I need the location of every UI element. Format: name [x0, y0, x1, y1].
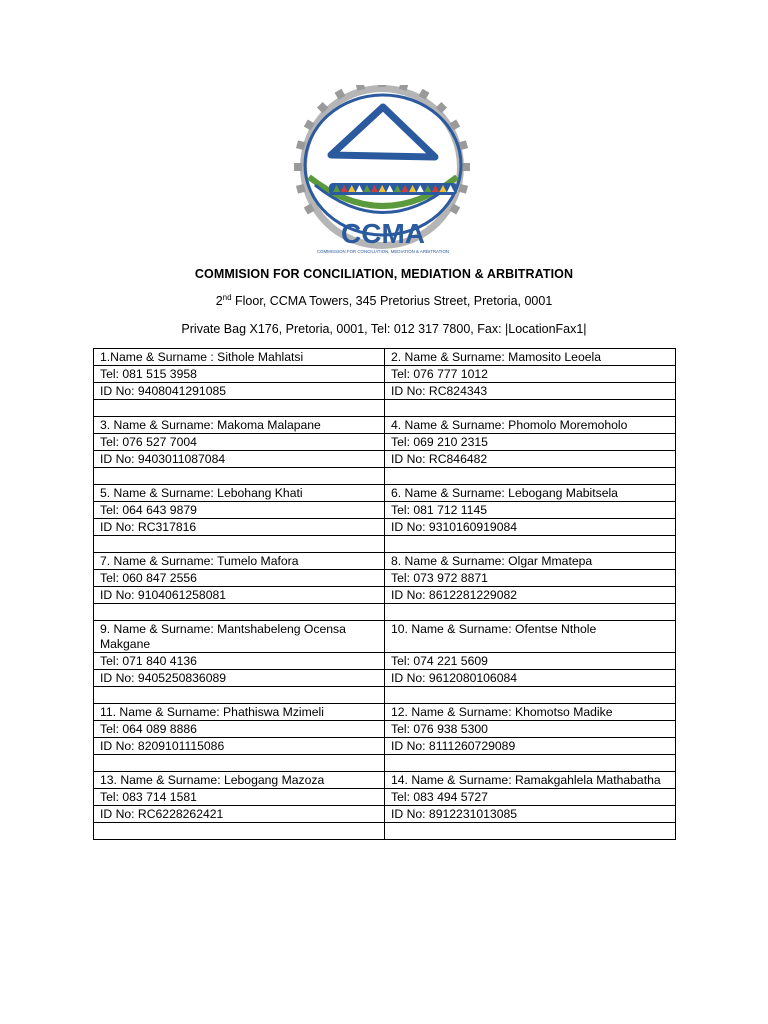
empty-cell: [94, 536, 385, 553]
empty-cell: [94, 823, 385, 840]
table-row: [94, 721, 676, 738]
person-id-cell: ID No: RC846482: [385, 451, 676, 468]
person-tel-cell: Tel: 083 494 5727: [385, 789, 676, 806]
person-name-cell: 10. Name & Surname: Ofentse Nthole: [385, 621, 676, 653]
person-id-cell: ID No: 9403011087084: [94, 451, 385, 468]
person-tel-cell: Tel: 076 527 7004: [94, 434, 385, 451]
person-tel-cell: Tel: 071 840 4136: [94, 653, 385, 670]
person-tel-cell: Tel: 074 221 5609: [385, 653, 676, 670]
person-name-cell: 2. Name & Surname: Mamosito Leoela: [385, 349, 676, 366]
gear-tooth: [378, 85, 386, 87]
person-name-cell: 3. Name & Surname: Makoma Malapane: [94, 417, 385, 434]
empty-cell: [385, 468, 676, 485]
gear-tooth: [462, 163, 470, 171]
table-row: [94, 502, 676, 519]
person-name-cell: 13. Name & Surname: Lebogang Mazoza: [94, 772, 385, 789]
empty-cell: [385, 755, 676, 772]
person-id-cell: ID No: 8111260729089: [385, 738, 676, 755]
gear-tooth: [294, 163, 302, 171]
spacer-row: [94, 400, 676, 417]
person-name-cell: 1.Name & Surname : Sithole Mahlatsi: [94, 349, 385, 366]
table-row: [94, 670, 676, 687]
spacer-row: [94, 823, 676, 840]
spacer-row: [94, 468, 676, 485]
empty-cell: [385, 823, 676, 840]
table-row: [94, 553, 676, 570]
empty-cell: [94, 687, 385, 704]
person-id-cell: ID No: 8912231013085: [385, 806, 676, 823]
table-row: [94, 349, 676, 366]
person-tel-cell: Tel: 083 714 1581: [94, 789, 385, 806]
empty-cell: [94, 604, 385, 621]
person-name-cell: 12. Name & Surname: Khomotso Madike: [385, 704, 676, 721]
person-tel-cell: Tel: 081 515 3958: [94, 366, 385, 383]
person-tel-cell: Tel: 076 938 5300: [385, 721, 676, 738]
empty-cell: [385, 687, 676, 704]
person-id-cell: ID No: 9405250836089: [94, 670, 385, 687]
person-name-cell: 7. Name & Surname: Tumelo Mafora: [94, 553, 385, 570]
table-row: [94, 383, 676, 400]
person-tel-cell: Tel: 064 643 9879: [94, 502, 385, 519]
empty-cell: [94, 400, 385, 417]
table-row: [94, 738, 676, 755]
table-row: [94, 772, 676, 789]
person-id-cell: ID No: RC6228262421: [94, 806, 385, 823]
person-id-cell: ID No: 9612080106084: [385, 670, 676, 687]
person-name-cell: 4. Name & Surname: Phomolo Moremoholo: [385, 417, 676, 434]
logo-tagline: COMMISSION FOR CONCILIATION, MEDIATION & ARBITRATION: [316, 249, 450, 254]
spacer-row: [94, 536, 676, 553]
document-title: COMMISION FOR CONCILIATION, MEDIATION & ARBITRATION: [194, 267, 574, 281]
person-tel-cell: Tel: 069 210 2315: [385, 434, 676, 451]
person-name-cell: 5. Name & Surname: Lebohang Khati: [94, 485, 385, 502]
person-tel-cell: Tel: 073 972 8871: [385, 570, 676, 587]
logo-text: CCMA: [341, 218, 425, 249]
person-id-cell: ID No: 8209101115086: [94, 738, 385, 755]
person-id-cell: ID No: 9408041291085: [94, 383, 385, 400]
table-row: [94, 570, 676, 587]
person-id-cell: ID No: RC824343: [385, 383, 676, 400]
table-row: [94, 806, 676, 823]
address-line-2: Private Bag X176, Pretoria, 0001, Tel: 012 317 7800, Fax: |LocationFax1|: [181, 322, 587, 336]
address-line-1: [0, 294, 768, 308]
table-row: [94, 653, 676, 670]
table-row: [94, 434, 676, 451]
table-row: [94, 621, 676, 653]
person-tel-cell: Tel: 060 847 2556: [94, 570, 385, 587]
ccma-logo: [245, 85, 520, 260]
people-table: [93, 348, 676, 840]
person-id-cell: ID No: 8612281229082: [385, 587, 676, 604]
person-tel-cell: Tel: 076 777 1012: [385, 366, 676, 383]
empty-cell: [94, 468, 385, 485]
table-row: [94, 587, 676, 604]
spacer-row: [94, 604, 676, 621]
table-row: [94, 451, 676, 468]
table-row: [94, 417, 676, 434]
person-name-cell: 11. Name & Surname: Phathiswa Mzimeli: [94, 704, 385, 721]
spacer-row: [94, 755, 676, 772]
empty-cell: [385, 536, 676, 553]
person-tel-cell: Tel: 064 089 8886: [94, 721, 385, 738]
person-id-cell: ID No: RC317816: [94, 519, 385, 536]
empty-cell: [385, 604, 676, 621]
spacer-row: [94, 687, 676, 704]
table-row: [94, 519, 676, 536]
person-tel-cell: Tel: 081 712 1145: [385, 502, 676, 519]
table-row: [94, 366, 676, 383]
person-id-cell: ID No: 9104061258081: [94, 587, 385, 604]
person-id-cell: ID No: 9310160919084: [385, 519, 676, 536]
person-name-cell: 6. Name & Surname: Lebogang Mabitsela: [385, 485, 676, 502]
person-name-cell: 8. Name & Surname: Olgar Mmatepa: [385, 553, 676, 570]
person-name-cell: 14. Name & Surname: Ramakgahlela Mathabatha: [385, 772, 676, 789]
floor-suffix: nd: [222, 293, 232, 302]
person-name-cell: 9. Name & Surname: Mantshabeleng Ocensa Makgane: [94, 621, 385, 653]
empty-cell: [385, 400, 676, 417]
table-row: [94, 704, 676, 721]
table-row: [94, 789, 676, 806]
floor-number: 2: [215, 294, 223, 308]
empty-cell: [94, 755, 385, 772]
address-rest: Floor, CCMA Towers, 345 Pretorius Street, Pretoria, 0001: [231, 294, 553, 308]
table-row: [94, 485, 676, 502]
